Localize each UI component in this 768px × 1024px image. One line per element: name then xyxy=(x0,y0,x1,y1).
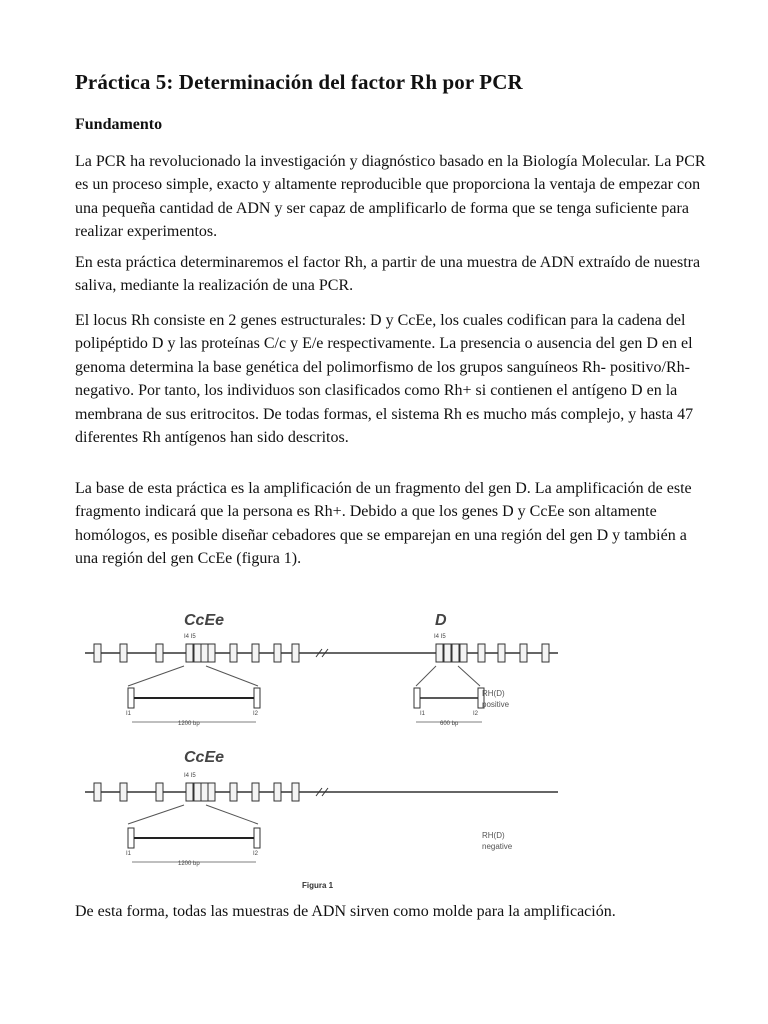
primer-label-left-top: I1 xyxy=(126,711,132,717)
exon-box xyxy=(186,644,193,662)
exon-box xyxy=(542,644,549,662)
primer-label-right-bottom: I2 xyxy=(253,851,259,857)
paragraph-amplification-basis: La base de esta práctica es la amplificación de un fragmento del gen D. La amplificación de este fragmento indicará que la persona es Rh+. Debido a que los genes D y CcEe son altamente homólogos, es posible diseñar cebadores que se emparejan en una región del gen D y también a una región del gen CcEe (figura 1). xyxy=(75,480,692,568)
exon-box xyxy=(498,644,505,662)
zoom-line-right-bottom xyxy=(206,805,258,824)
zoom-line-right-d xyxy=(458,666,480,686)
page-title: Práctica 5: Determinación del factor Rh por PCR xyxy=(75,70,523,94)
zoom-line-right-top xyxy=(206,666,258,686)
exon-box xyxy=(460,644,467,662)
primer-label-right-d: I2 xyxy=(473,711,479,717)
primer-box-right-top xyxy=(254,688,260,708)
exon-label-d: I4 I5 xyxy=(434,634,446,640)
exon-box xyxy=(230,644,237,662)
section-heading: Fundamento xyxy=(75,116,163,133)
exon-box xyxy=(156,644,163,662)
primer-label-left-d: I1 xyxy=(420,711,426,717)
zoom-line-left-bottom xyxy=(128,805,184,824)
exon-box xyxy=(520,644,527,662)
primer-box-left-bottom xyxy=(128,828,134,848)
exon-box xyxy=(208,783,215,801)
paragraph-pcr-intro: La PCR ha revolucionado la investigación y diagnóstico basado en la Biología Molecular. La PCR es un proceso simple, exacto y altamente reproducible que proporciona la ventaja de empezar con una pequeña cantidad de ADN y ser capaz de amplificarlo de forma que se tenga suficiente para realizar experimentos. xyxy=(75,153,706,241)
status-label-positive-2: positive xyxy=(482,700,510,709)
paragraph-rh-locus: El locus Rh consiste en 2 genes estructurales: D y CcEe, los cuales codifican para la cadena del polipéptido D y las proteínas C/c y E/e respectivamente. La presencia o ausencia del gen D en el genoma determina la base genética del polimorfismo de los grupos sanguíneos Rh- positivo/Rh-negativo. Por tanto, los individuos son clasificados como Rh+ si contienen el antígeno D en la membrana de sus eritrocitos. De todas formas, el sistema Rh es mucho más complejo, y hasta 47 diferentes Rh antígenos han sido descritos. xyxy=(75,312,694,447)
exon-box xyxy=(230,783,237,801)
exon-box xyxy=(201,644,208,662)
exon-box xyxy=(252,644,259,662)
paragraph-conclusion: De esta forma, todas las muestras de ADN sirven como molde para la amplificación. xyxy=(75,903,616,920)
exon-box xyxy=(194,644,201,662)
exon-label-ccee-top: I4 I5 xyxy=(184,634,196,640)
primer-box-left-d xyxy=(414,688,420,708)
exon-box xyxy=(252,783,259,801)
figure-caption: Figura 1 xyxy=(302,881,334,890)
primer-box-right-bottom xyxy=(254,828,260,848)
exon-box xyxy=(156,783,163,801)
size-label-bottom: 1200 bp xyxy=(178,861,200,867)
exon-box xyxy=(201,783,208,801)
zoom-line-left-d xyxy=(416,666,436,686)
exon-box xyxy=(194,783,201,801)
exon-box xyxy=(274,783,281,801)
primer-label-left-bottom: I1 xyxy=(126,851,132,857)
size-label-d: 600 bp xyxy=(440,721,459,727)
exon-box xyxy=(274,644,281,662)
exon-box xyxy=(94,783,101,801)
gene-label-ccee-bottom: CcEe xyxy=(184,749,225,766)
status-label-negative-2: negative xyxy=(482,842,513,851)
gene-label-d: D xyxy=(435,612,447,629)
gene-label-ccee-top: CcEe xyxy=(184,612,225,629)
exon-box xyxy=(452,644,459,662)
exon-box xyxy=(186,783,193,801)
primer-box-left-top xyxy=(128,688,134,708)
figure-rh-gene-diagram xyxy=(80,600,580,895)
status-label-negative-1: RH(D) xyxy=(482,831,505,840)
exon-box xyxy=(208,644,215,662)
paragraph-practice-goal: En esta práctica determinaremos el factor Rh, a partir de una muestra de ADN extraído de nuestra saliva, mediante la realización de una PCR. xyxy=(75,254,701,295)
exon-label-ccee-bottom: I4 I5 xyxy=(184,773,196,779)
exon-box xyxy=(120,644,127,662)
exon-box xyxy=(436,644,443,662)
exon-box xyxy=(94,644,101,662)
status-label-positive-1: RH(D) xyxy=(482,689,505,698)
rh-gene-diagram xyxy=(80,600,580,895)
primer-label-right-top: I2 xyxy=(253,711,259,717)
exon-box xyxy=(120,783,127,801)
exon-box xyxy=(478,644,485,662)
size-label-top: 1200 bp xyxy=(178,721,200,727)
exon-box xyxy=(444,644,451,662)
exon-box xyxy=(292,644,299,662)
zoom-line-left-top xyxy=(128,666,184,686)
exon-box xyxy=(292,783,299,801)
